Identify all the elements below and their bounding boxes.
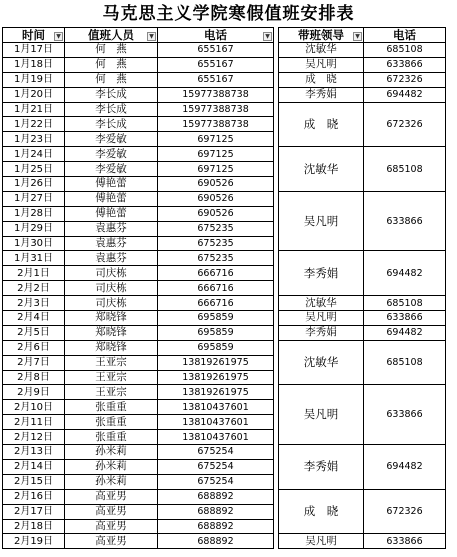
duty-phone-cell[interactable]: 655167 xyxy=(158,57,274,72)
duty-roster-table xyxy=(2,27,446,549)
leader-name-cell[interactable]: 沈敏华 xyxy=(279,340,364,385)
duty-person-cell[interactable]: 李爱敏 xyxy=(65,147,158,162)
header-phone-cell[interactable] xyxy=(158,28,274,43)
duty-phone-cell[interactable]: 13810437601 xyxy=(158,430,274,445)
leader-name-cell[interactable]: 沈敏华 xyxy=(279,147,364,192)
duty-person-cell[interactable]: 张重重 xyxy=(65,400,158,415)
duty-phone-cell[interactable]: 13819261975 xyxy=(158,385,274,400)
duty-person-cell[interactable]: 郑晓锋 xyxy=(65,340,158,355)
leader-name-cell[interactable]: 成 晓 xyxy=(279,102,364,147)
duty-phone-cell[interactable]: 697125 xyxy=(158,147,274,162)
date-cell[interactable]: 2月10日 xyxy=(3,400,65,415)
duty-phone-cell[interactable]: 666716 xyxy=(158,266,274,281)
duty-phone-cell[interactable]: 690526 xyxy=(158,177,274,192)
duty-person-cell[interactable]: 袁惠芬 xyxy=(65,236,158,251)
duty-phone-cell[interactable]: 690526 xyxy=(158,206,274,221)
date-cell[interactable]: 1月25日 xyxy=(3,162,65,177)
leader-phone-cell[interactable]: 633866 xyxy=(364,534,446,549)
leader-name-cell[interactable]: 吴凡明 xyxy=(279,534,364,549)
gap-cell xyxy=(274,206,279,221)
gap-cell xyxy=(274,400,279,415)
duty-person-cell[interactable]: 袁惠芬 xyxy=(65,251,158,266)
leader-phone-cell[interactable]: 672326 xyxy=(364,102,446,147)
header-leader-phone-cell[interactable] xyxy=(364,28,446,43)
date-cell[interactable]: 1月31日 xyxy=(3,251,65,266)
table-row xyxy=(3,489,446,504)
table-row xyxy=(3,43,446,58)
table-row xyxy=(3,534,446,549)
leader-name-cell[interactable]: 沈敏华 xyxy=(279,296,364,311)
header-row xyxy=(3,28,446,43)
duty-phone-cell[interactable]: 688892 xyxy=(158,519,274,534)
gap-cell xyxy=(274,221,279,236)
duty-phone-cell[interactable]: 695859 xyxy=(158,311,274,326)
duty-person-cell[interactable]: 李爱敏 xyxy=(65,132,158,147)
table-row xyxy=(3,385,446,400)
header-leader-cell[interactable] xyxy=(279,28,364,43)
date-cell[interactable]: 1月30日 xyxy=(3,236,65,251)
date-cell[interactable]: 1月22日 xyxy=(3,117,65,132)
gap-cell xyxy=(274,474,279,489)
duty-person-cell[interactable]: 何 燕 xyxy=(65,57,158,72)
header-person: 值班人员 xyxy=(88,27,134,42)
duty-phone-cell[interactable]: 15977388738 xyxy=(158,102,274,117)
leader-phone-cell[interactable]: 633866 xyxy=(364,385,446,445)
date-cell[interactable]: 2月11日 xyxy=(3,415,65,430)
gap-cell xyxy=(274,266,279,281)
duty-phone-cell[interactable]: 695859 xyxy=(158,325,274,340)
header-date-cell[interactable] xyxy=(3,28,65,43)
table-row xyxy=(3,191,446,206)
leader-phone-cell[interactable]: 685108 xyxy=(364,340,446,385)
duty-person-cell[interactable]: 郑晓锋 xyxy=(65,325,158,340)
table-row xyxy=(3,147,446,162)
duty-phone-cell[interactable]: 688892 xyxy=(158,534,274,549)
gap-cell xyxy=(274,236,279,251)
date-cell[interactable]: 1月20日 xyxy=(3,87,65,102)
table-row xyxy=(3,87,446,102)
duty-person-cell[interactable]: 王亚宗 xyxy=(65,385,158,400)
date-cell[interactable]: 2月9日 xyxy=(3,385,65,400)
date-cell[interactable]: 1月27日 xyxy=(3,191,65,206)
date-cell[interactable]: 1月19日 xyxy=(3,72,65,87)
date-cell[interactable]: 2月17日 xyxy=(3,504,65,519)
duty-person-cell[interactable]: 孙米莉 xyxy=(65,459,158,474)
duty-person-cell[interactable]: 高亚男 xyxy=(65,519,158,534)
duty-phone-cell[interactable]: 688892 xyxy=(158,489,274,504)
table-row xyxy=(3,251,446,266)
gap-cell xyxy=(274,162,279,177)
leader-phone-cell[interactable]: 694482 xyxy=(364,445,446,490)
date-cell[interactable]: 2月3日 xyxy=(3,296,65,311)
filter-dropdown-icon[interactable]: ▼ xyxy=(54,32,63,41)
duty-person-cell[interactable]: 郑晓锋 xyxy=(65,311,158,326)
duty-phone-cell[interactable]: 675254 xyxy=(158,459,274,474)
leader-name-cell[interactable]: 李秀娟 xyxy=(279,87,364,102)
header-person-cell[interactable] xyxy=(65,28,158,43)
leader-phone-cell[interactable]: 694482 xyxy=(364,325,446,340)
duty-person-cell[interactable]: 李长成 xyxy=(65,117,158,132)
gap-cell xyxy=(274,132,279,147)
leader-name-cell[interactable]: 吴凡明 xyxy=(279,311,364,326)
duty-person-cell[interactable]: 傅艳蕾 xyxy=(65,206,158,221)
duty-person-cell[interactable]: 张重重 xyxy=(65,415,158,430)
gap-cell xyxy=(274,504,279,519)
gap-cell xyxy=(274,281,279,296)
leader-name-cell[interactable]: 成 晓 xyxy=(279,72,364,87)
duty-phone-cell[interactable]: 690526 xyxy=(158,191,274,206)
leader-phone-cell[interactable]: 633866 xyxy=(364,57,446,72)
duty-person-cell[interactable]: 高亚男 xyxy=(65,534,158,549)
date-cell[interactable]: 2月12日 xyxy=(3,430,65,445)
gap-cell xyxy=(274,355,279,370)
duty-person-cell[interactable]: 袁惠芬 xyxy=(65,221,158,236)
duty-phone-cell[interactable]: 666716 xyxy=(158,296,274,311)
gap-cell xyxy=(274,519,279,534)
duty-phone-cell[interactable]: 13819261975 xyxy=(158,370,274,385)
duty-person-cell[interactable]: 李长成 xyxy=(65,87,158,102)
leader-name-cell[interactable]: 吴凡明 xyxy=(279,385,364,445)
table-row xyxy=(3,57,446,72)
date-cell[interactable]: 1月17日 xyxy=(3,43,65,58)
leader-name-cell[interactable]: 吴凡明 xyxy=(279,191,364,251)
date-cell[interactable]: 2月6日 xyxy=(3,340,65,355)
date-cell[interactable]: 1月26日 xyxy=(3,177,65,192)
duty-person-cell[interactable]: 王亚宗 xyxy=(65,355,158,370)
leader-name-cell[interactable]: 吴凡明 xyxy=(279,57,364,72)
duty-person-cell[interactable]: 司庆栋 xyxy=(65,266,158,281)
table-row xyxy=(3,445,446,460)
date-cell[interactable]: 2月4日 xyxy=(3,311,65,326)
gap-cell xyxy=(274,117,279,132)
table-row xyxy=(3,72,446,87)
date-cell[interactable]: 2月13日 xyxy=(3,445,65,460)
table-row xyxy=(3,340,446,355)
date-cell[interactable]: 2月19日 xyxy=(3,534,65,549)
duty-phone-cell[interactable]: 13810437601 xyxy=(158,415,274,430)
duty-person-cell[interactable]: 何 燕 xyxy=(65,43,158,58)
table-row xyxy=(3,311,446,326)
date-cell[interactable]: 1月23日 xyxy=(3,132,65,147)
date-cell[interactable]: 2月1日 xyxy=(3,266,65,281)
date-cell[interactable]: 1月21日 xyxy=(3,102,65,117)
leader-phone-cell[interactable]: 633866 xyxy=(364,311,446,326)
date-cell[interactable]: 2月15日 xyxy=(3,474,65,489)
duty-phone-cell[interactable]: 15977388738 xyxy=(158,117,274,132)
date-cell[interactable]: 1月24日 xyxy=(3,147,65,162)
table-row xyxy=(3,325,446,340)
duty-phone-cell[interactable]: 697125 xyxy=(158,132,274,147)
gap-cell xyxy=(274,370,279,385)
duty-person-cell[interactable]: 李长成 xyxy=(65,102,158,117)
duty-phone-cell[interactable]: 697125 xyxy=(158,162,274,177)
leader-name-cell[interactable]: 李秀娟 xyxy=(279,325,364,340)
duty-person-cell[interactable]: 张重重 xyxy=(65,430,158,445)
gap-cell xyxy=(274,177,279,192)
gap-cell xyxy=(274,459,279,474)
leader-phone-cell[interactable]: 685108 xyxy=(364,147,446,192)
duty-phone-cell[interactable]: 695859 xyxy=(158,340,274,355)
duty-person-cell[interactable]: 司庆栋 xyxy=(65,296,158,311)
leader-name-cell[interactable]: 李秀娟 xyxy=(279,445,364,490)
date-cell[interactable]: 2月7日 xyxy=(3,355,65,370)
table-row xyxy=(3,296,446,311)
leader-name-cell[interactable]: 李秀娟 xyxy=(279,251,364,296)
date-cell[interactable]: 1月29日 xyxy=(3,221,65,236)
duty-person-cell[interactable]: 何 燕 xyxy=(65,72,158,87)
leader-phone-cell[interactable]: 694482 xyxy=(364,87,446,102)
duty-phone-cell[interactable]: 666716 xyxy=(158,281,274,296)
duty-phone-cell[interactable]: 675235 xyxy=(158,236,274,251)
duty-person-cell[interactable]: 李爱敏 xyxy=(65,162,158,177)
duty-phone-cell[interactable]: 655167 xyxy=(158,43,274,58)
leader-phone-cell[interactable]: 672326 xyxy=(364,489,446,534)
filter-dropdown-icon[interactable]: ▼ xyxy=(353,32,362,41)
leader-name-cell[interactable]: 沈敏华 xyxy=(279,43,364,58)
duty-phone-cell[interactable]: 13810437601 xyxy=(158,400,274,415)
page-title: 马克思主义学院寒假值班安排表 xyxy=(102,4,355,24)
header-leader-phone: 电话 xyxy=(393,27,416,42)
gap-cell xyxy=(274,430,279,445)
duty-phone-cell[interactable]: 675235 xyxy=(158,221,274,236)
leader-name-cell[interactable]: 成 晓 xyxy=(279,489,364,534)
duty-person-cell[interactable]: 高亚男 xyxy=(65,489,158,504)
filter-dropdown-icon[interactable]: ▼ xyxy=(147,32,156,41)
header-phone: 电话 xyxy=(204,27,227,42)
duty-person-cell[interactable]: 王亚宗 xyxy=(65,370,158,385)
duty-phone-cell[interactable]: 13819261975 xyxy=(158,355,274,370)
date-cell[interactable]: 2月18日 xyxy=(3,519,65,534)
leader-phone-cell[interactable]: 685108 xyxy=(364,43,446,58)
leader-phone-cell[interactable]: 685108 xyxy=(364,296,446,311)
duty-phone-cell[interactable]: 688892 xyxy=(158,504,274,519)
duty-person-cell[interactable]: 傅艳蕾 xyxy=(65,191,158,206)
duty-person-cell[interactable]: 孙米莉 xyxy=(65,474,158,489)
date-cell[interactable]: 2月14日 xyxy=(3,459,65,474)
gap-cell xyxy=(274,415,279,430)
date-cell[interactable]: 2月16日 xyxy=(3,489,65,504)
filter-dropdown-icon[interactable]: ▼ xyxy=(263,32,272,41)
duty-phone-cell[interactable]: 675254 xyxy=(158,445,274,460)
date-cell[interactable]: 2月5日 xyxy=(3,325,65,340)
duty-person-cell[interactable]: 孙米莉 xyxy=(65,445,158,460)
table-row xyxy=(3,102,446,117)
leader-phone-cell[interactable]: 633866 xyxy=(364,191,446,251)
date-cell[interactable]: 1月28日 xyxy=(3,206,65,221)
date-cell[interactable]: 2月8日 xyxy=(3,370,65,385)
duty-phone-cell[interactable]: 675254 xyxy=(158,474,274,489)
date-cell[interactable]: 1月18日 xyxy=(3,57,65,72)
duty-phone-cell[interactable]: 675235 xyxy=(158,251,274,266)
duty-phone-cell[interactable]: 15977388738 xyxy=(158,87,274,102)
duty-person-cell[interactable]: 傅艳蕾 xyxy=(65,177,158,192)
leader-phone-cell[interactable]: 694482 xyxy=(364,251,446,296)
header-date: 时间 xyxy=(22,27,45,42)
duty-person-cell[interactable]: 司庆栋 xyxy=(65,281,158,296)
duty-phone-cell[interactable]: 655167 xyxy=(158,72,274,87)
duty-person-cell[interactable]: 高亚男 xyxy=(65,504,158,519)
leader-phone-cell[interactable]: 672326 xyxy=(364,72,446,87)
header-leader: 带班领导 xyxy=(298,27,344,42)
roster-body xyxy=(3,43,446,549)
date-cell[interactable]: 2月2日 xyxy=(3,281,65,296)
